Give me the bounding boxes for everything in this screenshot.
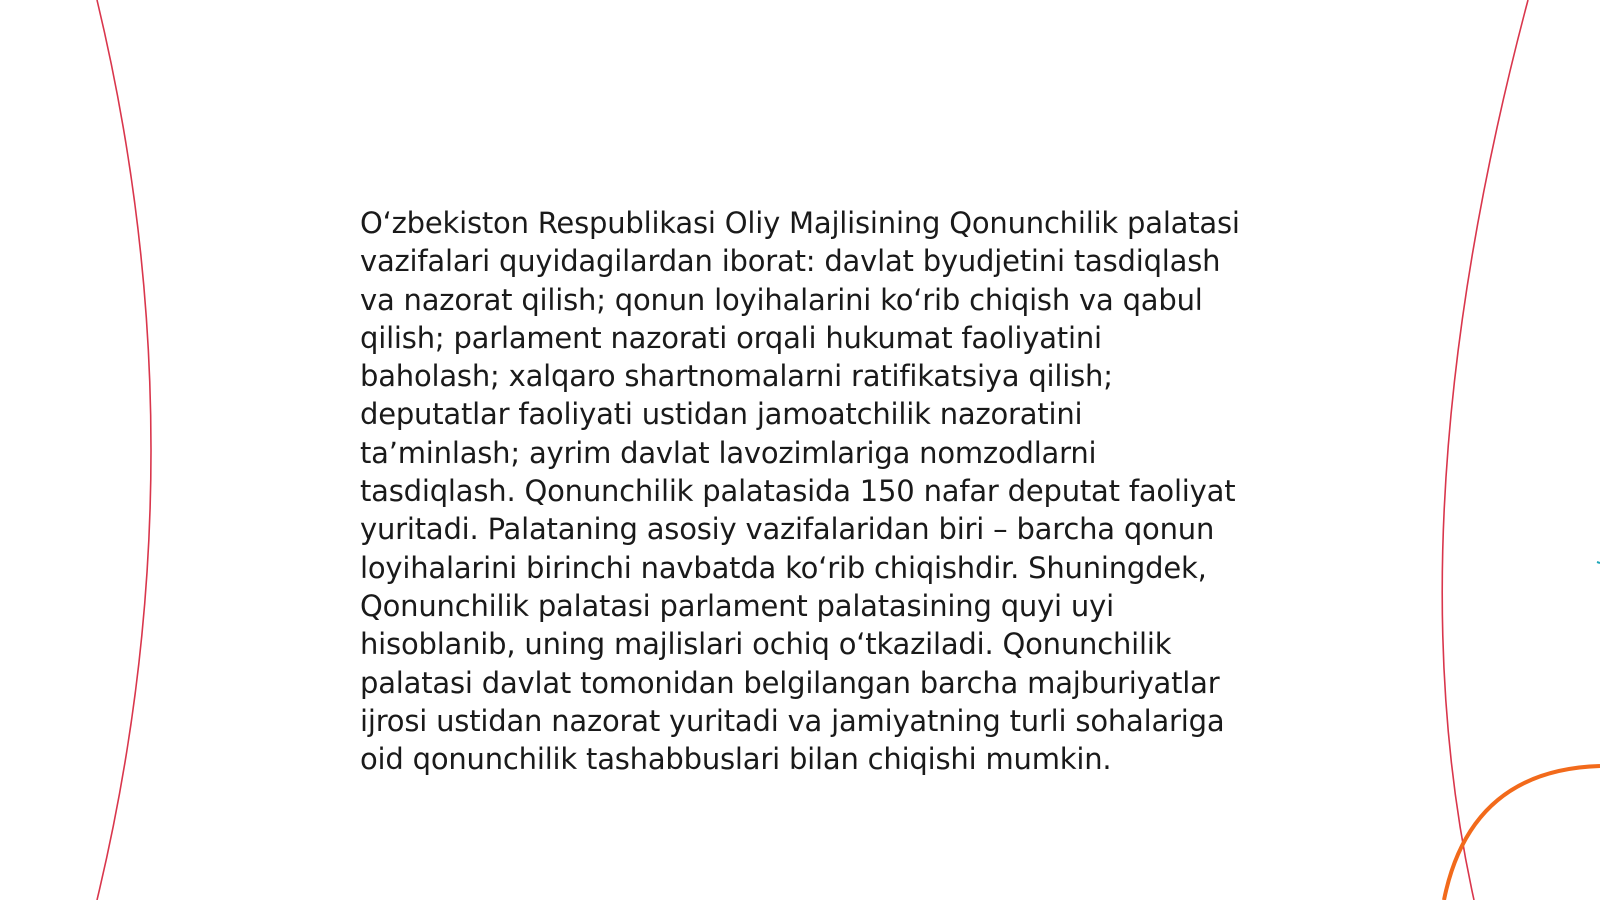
slide-body-text: O‘zbekiston Respublikasi Oliy Majlisining Qonunchilik palatasi vazifalari quyidagilardan iborat: davlat byudjetini tasdiqlash va nazorat qilish; qonun loyihalarini ko‘rib chiqish va qabul qilish; parlament nazorati orqali hukumat faoliyatini baholash; xalqaro shartnomalarni ratifikatsiya qilish; deputatlar faoliyati ustidan jamoatchilik nazoratini ta’minlash; ayrim davlat lavozimlariga nomzodlarni tasdiqlash. Qonunchilik palatasida 150 nafar deputat faoliyat yuritadi. Palataning asosiy vazifalaridan biri – barcha qonun loyihalarini birinchi navbatda ko‘rib chiqishdir. Shuningdek, Qonunchilik palatasi parlament palatasining quyi uyi hisoblanib, uning majlislari ochiq o‘tkaziladi. Qonunchilik palatasi davlat tomonidan belgilangan barcha majburiyatlar ijrosi ustidan nazorat yuritadi va jamiyatning turli sohalariga oid qonunchilik tashabbuslari bilan chiqishi mumkin.	[360, 206, 1240, 777]
right-decorative-arc	[1442, 0, 1528, 900]
orange-decorative-circle	[1444, 766, 1600, 900]
left-decorative-arc	[97, 0, 151, 900]
